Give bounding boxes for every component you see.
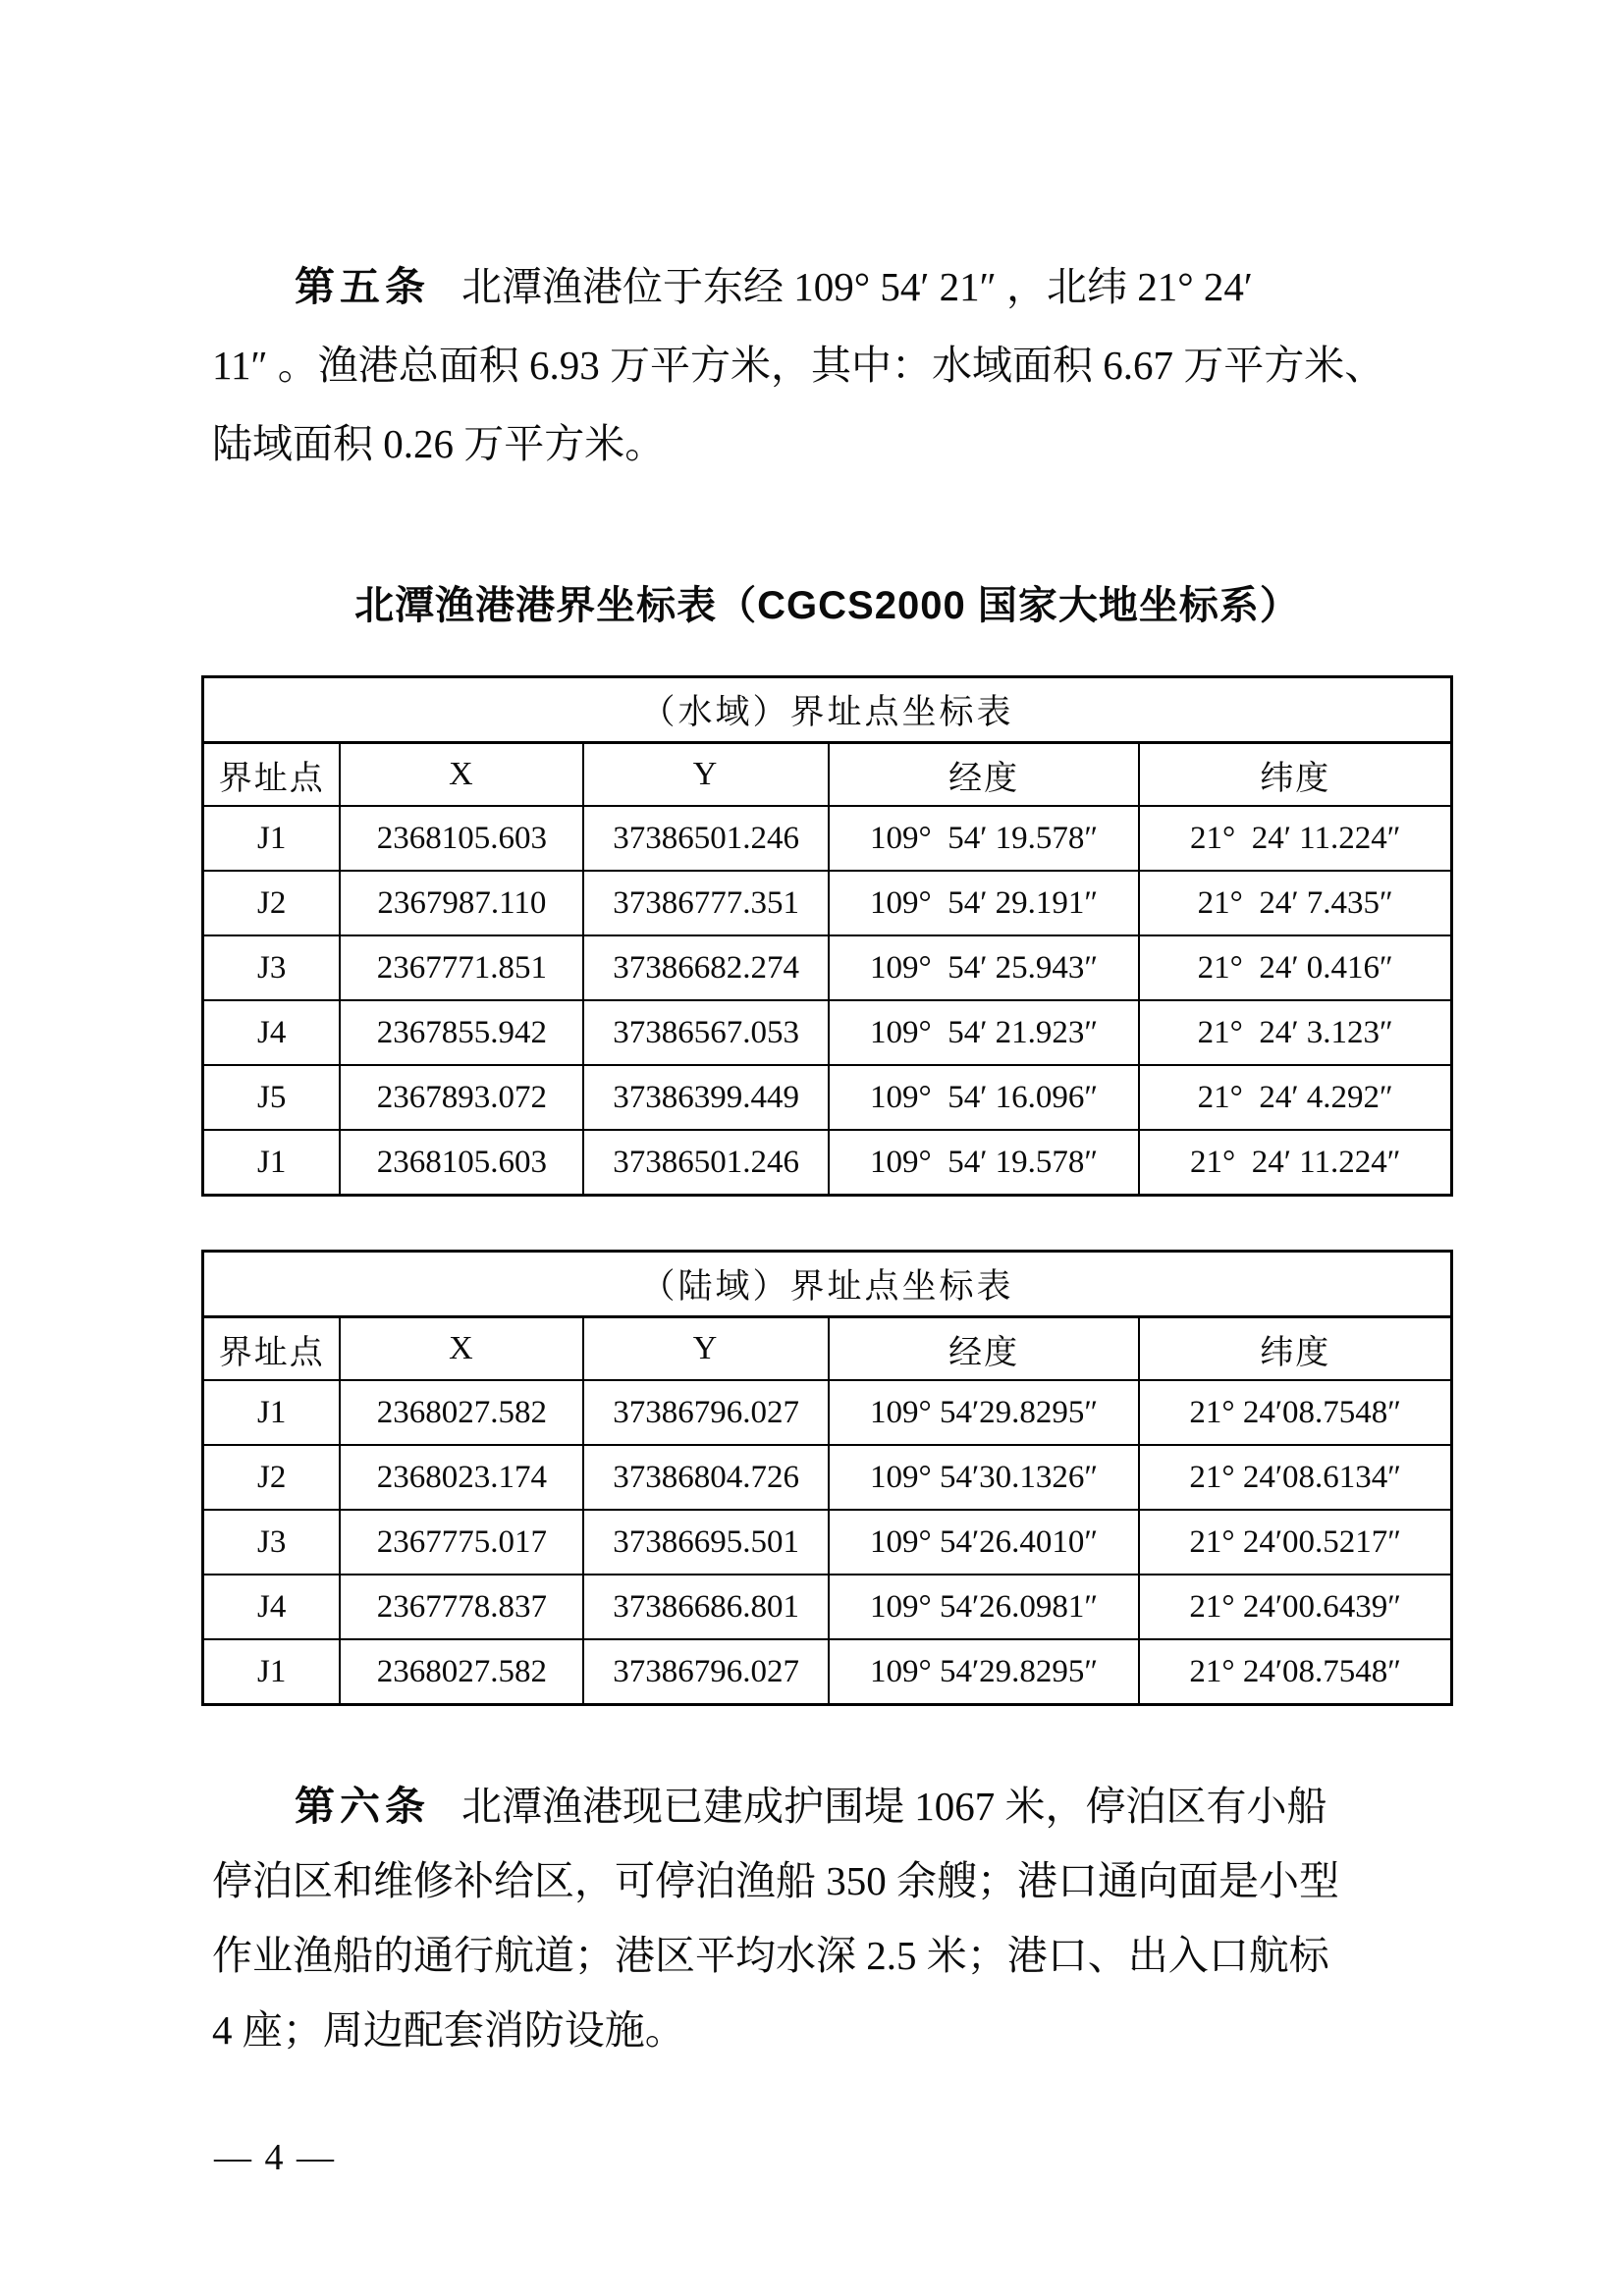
table-cell: 37386567.053 xyxy=(583,1000,828,1065)
table-cell: 109° 54′ 19.578″ xyxy=(829,1130,1140,1196)
table-cell: 37386796.027 xyxy=(583,1380,828,1445)
table-header-row xyxy=(203,1317,1452,1381)
water-area-table xyxy=(201,675,1453,1197)
table-cell: J1 xyxy=(203,1130,341,1196)
column-header-latitude: 纬度 xyxy=(1139,743,1451,807)
table-cell: 37386695.501 xyxy=(583,1510,828,1575)
table-cell: 37386501.246 xyxy=(583,806,828,871)
table-cell: 37386686.801 xyxy=(583,1575,828,1639)
table-cell: J1 xyxy=(203,806,341,871)
table-cell: J3 xyxy=(203,1510,341,1575)
table-cell: 109° 54′ 25.943″ xyxy=(829,935,1140,1000)
land-table-caption: （陆域）界址点坐标表 xyxy=(203,1252,1452,1317)
table-cell: 109° 54′ 29.191″ xyxy=(829,871,1140,935)
article-6-label: 第六条 xyxy=(295,1784,430,1829)
table-row xyxy=(203,1130,1452,1196)
table-cell: 37386777.351 xyxy=(583,871,828,935)
table-cell: J5 xyxy=(203,1065,341,1130)
table-cell: 2368023.174 xyxy=(340,1445,583,1510)
article-5-line-2: 11″ 。渔港总面积 6.93 万平方米，其中：水域面积 6.67 万平方米、 xyxy=(212,343,1385,388)
table-cell: 2368105.603 xyxy=(340,1130,583,1196)
table-row xyxy=(203,1445,1452,1510)
column-header-y: Y xyxy=(583,743,828,807)
article-5-line-1: 北潭渔港位于东经 109° 54′ 21″ ，北纬 21° 24′ xyxy=(461,264,1253,309)
table-cell: 21° 24′ 11.224″ xyxy=(1139,806,1451,871)
table-row xyxy=(203,1380,1452,1445)
table-header-row xyxy=(203,743,1452,807)
table-cell: 37386501.246 xyxy=(583,1130,828,1196)
table-cell: J4 xyxy=(203,1000,341,1065)
table-cell: 21° 24′00.5217″ xyxy=(1139,1510,1451,1575)
table-cell: 2367987.110 xyxy=(340,871,583,935)
table-cell: 109° 54′ 19.578″ xyxy=(829,806,1140,871)
paragraph-line xyxy=(212,247,1479,326)
table-cell: 21° 24′00.6439″ xyxy=(1139,1575,1451,1639)
article-6-line-4: 4 座；周边配套消防设施。 xyxy=(212,2007,685,2053)
column-header-x: X xyxy=(340,743,583,807)
table-row xyxy=(203,1575,1452,1639)
table-cell: 37386804.726 xyxy=(583,1445,828,1510)
table-cell: 2368105.603 xyxy=(340,806,583,871)
table-cell: 109° 54′26.0981″ xyxy=(829,1575,1140,1639)
land-area-table xyxy=(201,1250,1453,1706)
table-row xyxy=(203,935,1452,1000)
table-row xyxy=(203,806,1452,871)
column-header-y: Y xyxy=(583,1317,828,1381)
table-cell: 21° 24′ 0.416″ xyxy=(1139,935,1451,1000)
table-caption-row xyxy=(203,1252,1452,1317)
table-cell: 21° 24′ 11.224″ xyxy=(1139,1130,1451,1196)
table-cell: 21° 24′08.7548″ xyxy=(1139,1380,1451,1445)
article-5-paragraph xyxy=(212,247,1479,483)
table-cell: 21° 24′08.6134″ xyxy=(1139,1445,1451,1510)
table-cell: 21° 24′ 7.435″ xyxy=(1139,871,1451,935)
table-caption-row xyxy=(203,677,1452,743)
table-cell: 2367778.837 xyxy=(340,1575,583,1639)
table-cell: 37386399.449 xyxy=(583,1065,828,1130)
table-cell: J2 xyxy=(203,1445,341,1510)
table-cell: 109° 54′29.8295″ xyxy=(829,1380,1140,1445)
article-5-label: 第五条 xyxy=(295,264,430,309)
table-cell: J1 xyxy=(203,1639,341,1705)
table-row xyxy=(203,1510,1452,1575)
table-cell: 109° 54′ 21.923″ xyxy=(829,1000,1140,1065)
table-cell: 109° 54′30.1326″ xyxy=(829,1445,1140,1510)
table-cell: 37386796.027 xyxy=(583,1639,828,1705)
table-row xyxy=(203,1065,1452,1130)
coordinates-heading: 北潭渔港港界坐标表（CGCS2000 国家大地坐标系） xyxy=(354,584,1300,627)
table-cell: 21° 24′ 4.292″ xyxy=(1139,1065,1451,1130)
column-header-longitude: 经度 xyxy=(829,1317,1140,1381)
table-cell: J2 xyxy=(203,871,341,935)
table-cell: 2367775.017 xyxy=(340,1510,583,1575)
table-row xyxy=(203,1639,1452,1705)
column-header-longitude: 经度 xyxy=(829,743,1140,807)
paragraph-line xyxy=(212,1769,1479,1843)
table-cell: 2368027.582 xyxy=(340,1380,583,1445)
table-cell: J3 xyxy=(203,935,341,1000)
column-header-x: X xyxy=(340,1317,583,1381)
table-cell: 109° 54′29.8295″ xyxy=(829,1639,1140,1705)
page-number: — 4 — xyxy=(214,2137,336,2178)
table-row xyxy=(203,871,1452,935)
table-cell: 109° 54′26.4010″ xyxy=(829,1510,1140,1575)
table-cell: 21° 24′08.7548″ xyxy=(1139,1639,1451,1705)
table-cell: 2367855.942 xyxy=(340,1000,583,1065)
table-cell: 2368027.582 xyxy=(340,1639,583,1705)
article-6-line-3: 作业渔船的通行航道；港区平均水深 2.5 米；港口、出入口航标 xyxy=(212,1933,1329,1978)
article-6-paragraph xyxy=(212,1769,1479,2067)
article-6-line-1: 北潭渔港现已建成护围堤 1067 米，停泊区有小船 xyxy=(461,1784,1327,1829)
water-table-caption: （水域）界址点坐标表 xyxy=(203,677,1452,743)
table-cell: 2367771.851 xyxy=(340,935,583,1000)
table-cell: 21° 24′ 3.123″ xyxy=(1139,1000,1451,1065)
table-cell: 109° 54′ 16.096″ xyxy=(829,1065,1140,1130)
table-cell: 2367893.072 xyxy=(340,1065,583,1130)
column-header-point: 界址点 xyxy=(203,1317,341,1381)
table-cell: J1 xyxy=(203,1380,341,1445)
column-header-latitude: 纬度 xyxy=(1139,1317,1451,1381)
article-5-line-3: 陆域面积 0.26 万平方米。 xyxy=(212,421,666,466)
table-cell: 37386682.274 xyxy=(583,935,828,1000)
table-row xyxy=(203,1000,1452,1065)
article-6-line-2: 停泊区和维修补给区，可停泊渔船 350 余艘；港口通向面是小型 xyxy=(212,1858,1339,1903)
column-header-point: 界址点 xyxy=(203,743,341,807)
table-cell: J4 xyxy=(203,1575,341,1639)
